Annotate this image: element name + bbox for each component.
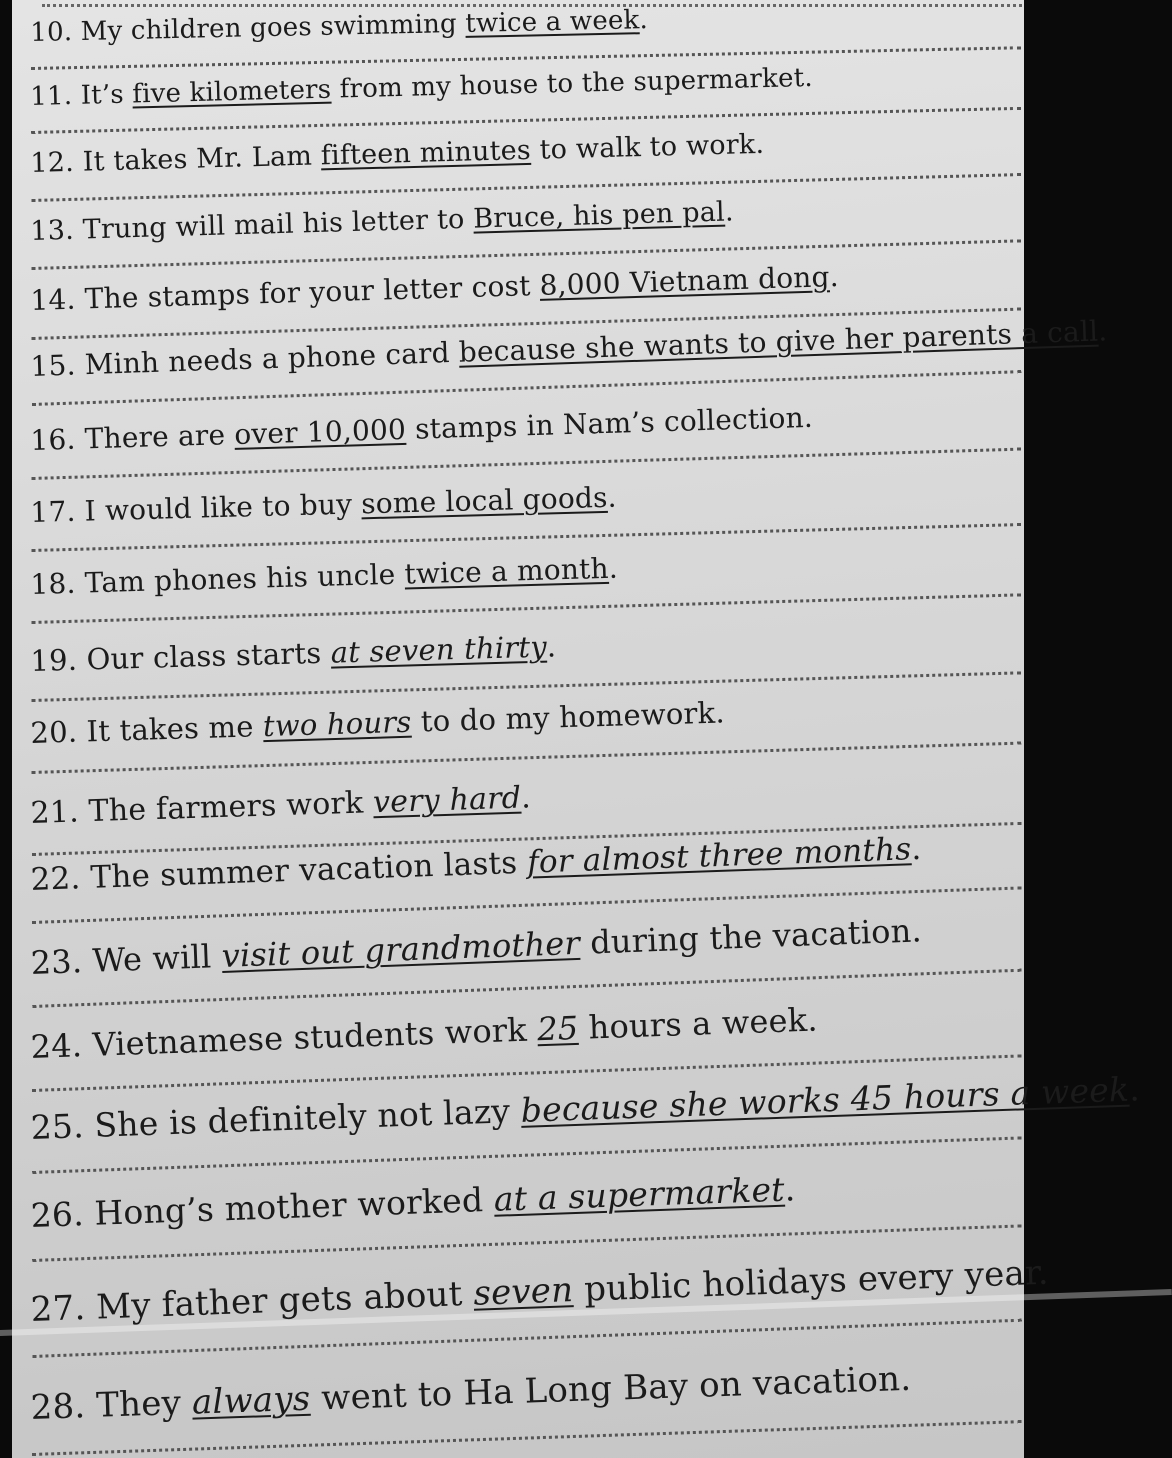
sentence-text: We will	[91, 936, 223, 980]
question-number: 24.	[30, 1026, 83, 1066]
sentence-text: They	[95, 1382, 193, 1426]
question-number: 12.	[30, 146, 75, 179]
underlined-answer: at a supermarket	[493, 1169, 786, 1219]
underlined-answer: because she works 45 hours a week	[520, 1069, 1130, 1130]
underlined-answer: 8,000 Vietnam dong	[539, 260, 831, 302]
sentence-text: Minh needs a phone card	[84, 335, 460, 382]
sentence-text: to do my homework.	[410, 695, 726, 739]
question-number: 15.	[30, 348, 77, 383]
question-number: 21.	[30, 794, 80, 831]
sentence-text: .	[607, 480, 618, 514]
sentence-text: The summer vacation lasts	[89, 844, 528, 896]
underlined-answer: seven	[472, 1270, 574, 1314]
question-sentence	[30, 1252, 1050, 1330]
underlined-answer: for almost three months	[526, 831, 912, 881]
sentence-text: from my house to the supermarket.	[330, 62, 814, 105]
sentence-text: .	[829, 260, 840, 294]
underlined-answer: fifteen minutes	[320, 134, 532, 172]
question-number: 27.	[30, 1287, 87, 1330]
sentence-text: .	[1128, 1069, 1141, 1109]
sentence-text: hours a week.	[577, 1000, 819, 1047]
sentence-text: .	[639, 5, 649, 36]
underlined-answer: 25	[536, 1008, 579, 1049]
sentence-text: I would like to buy	[84, 487, 362, 528]
underlined-answer: always	[191, 1378, 311, 1423]
sentence-text: The farmers work	[88, 785, 374, 830]
question-number: 14.	[30, 282, 77, 317]
question-number: 16.	[30, 422, 77, 457]
sentence-text: stamps in Nam’s collection.	[405, 400, 814, 446]
sentence-text: Our class starts	[86, 635, 332, 677]
sentence-text: .	[910, 830, 922, 868]
question-number: 10.	[30, 17, 73, 48]
sentence-text: to walk to work.	[530, 128, 765, 166]
sentence-text: It takes me	[86, 709, 264, 749]
underlined-answer: twice a week	[464, 5, 640, 39]
question-number: 19.	[30, 642, 78, 678]
dotted-answer-line	[32, 1420, 1022, 1456]
question-number: 28.	[30, 1386, 86, 1428]
question-number: 25.	[30, 1106, 85, 1147]
question-number: 26.	[30, 1194, 85, 1235]
question-number: 23.	[30, 942, 83, 982]
question-number: 22.	[30, 860, 82, 898]
sentence-text: Vietnamese students work	[91, 1010, 538, 1064]
sentence-text: .	[783, 1169, 796, 1209]
underlined-answer: five kilometers	[131, 74, 332, 110]
sentence-text: My children goes swimming	[80, 8, 466, 47]
sentence-text: She is definitely not lazy	[93, 1090, 522, 1145]
sentence-text: Trung will mail his letter to	[82, 203, 474, 246]
sentence-text: The stamps for your letter cost	[84, 268, 541, 316]
underlined-answer: some local goods	[360, 480, 608, 521]
sentence-text: It’s	[80, 79, 133, 111]
question-item	[30, 1161, 1022, 1266]
sentence-text: There are	[84, 417, 235, 456]
sentence-text: .	[608, 551, 619, 585]
question-number: 11.	[30, 80, 73, 112]
question-sentence	[30, 1355, 1021, 1428]
underlined-answer: very hard	[372, 780, 522, 821]
question-sentence	[30, 0, 1020, 48]
sentence-text: It takes Mr. Lam	[82, 140, 322, 178]
underlined-answer: Bruce, his pen pal	[472, 196, 726, 235]
sentence-text: public holidays every year.	[572, 1252, 1050, 1311]
underlined-answer: because she wants to give her parents a call	[458, 314, 1099, 369]
sentence-text: Tam phones his uncle	[84, 557, 405, 600]
sentence-text: Hong’s mother worked	[93, 1179, 495, 1233]
question-number: 13.	[30, 214, 75, 247]
sentence-text: .	[724, 196, 735, 228]
sentence-text: My father gets about	[95, 1273, 475, 1328]
sentence-text: .	[1097, 314, 1108, 348]
question-item	[30, 1252, 1050, 1360]
worksheet-page	[12, 0, 1141, 1458]
sentence-text: .	[520, 780, 532, 816]
underlined-answer: over 10,000	[233, 412, 407, 451]
sentence-text: .	[546, 629, 557, 664]
question-item	[30, 1355, 1022, 1458]
underlined-answer: two hours	[262, 704, 412, 744]
underlined-answer: at seven thirty	[330, 629, 548, 670]
underlined-answer: visit out grandmother	[221, 923, 581, 975]
question-number: 17.	[30, 494, 76, 529]
sentence-text: during the vacation.	[579, 911, 923, 962]
question-number: 18.	[30, 566, 77, 601]
underlined-answer: twice a month	[404, 551, 610, 591]
question-number: 20.	[30, 714, 78, 750]
sentence-text: went to Ha Long Bay on vacation.	[309, 1358, 912, 1419]
